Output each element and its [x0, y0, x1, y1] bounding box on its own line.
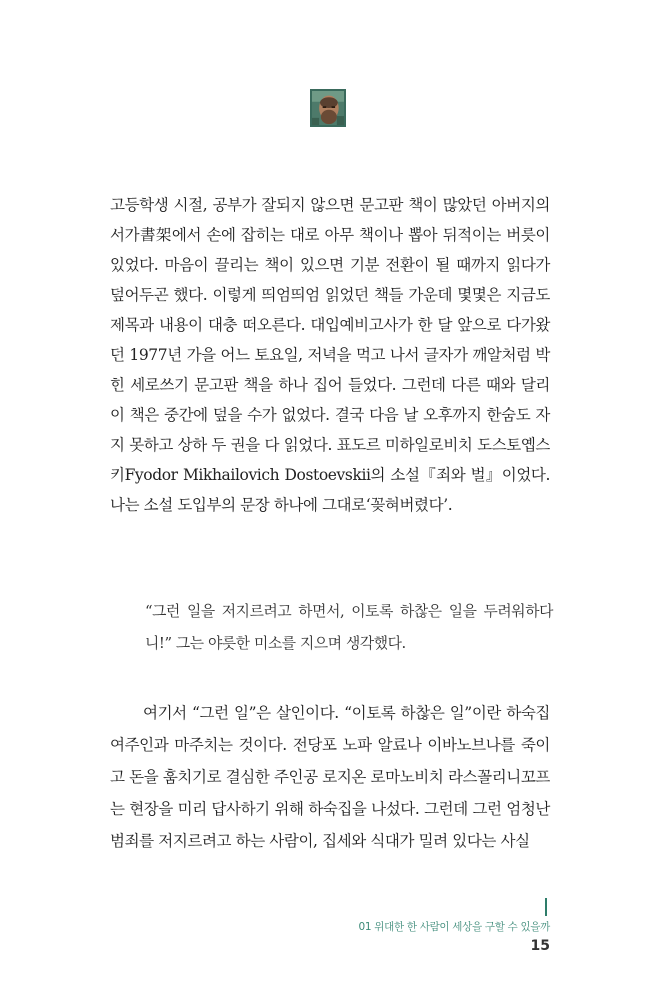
author-portrait-image [310, 89, 346, 127]
block-quote: “그런 일을 저지르려고 하면서, 이토록 하찮은 일을 두려워하다니!” 그는 야릇한 미소를 지으며 생각했다. [145, 603, 553, 652]
body-paragraph-2: 여기서 “그런 일”은 살인이다. “이토록 하찮은 일”이란 하숙집 여주인과 마주치는 것이다. 전당포 노파 알료나 이바노브나를 죽이고 돈을 훔치기로 결심한 주인공 로지온 로마노비치 라스꼴리니꼬프는 현장을 미리 답사하기 위해 하숙집을 나섰다. 그런데 그런 엄청난 범죄를 저지르려고 하는 사람이, 집세와 식대가 밀려 있다는 사실 [110, 704, 550, 850]
running-footer-title: 01 위대한 한 사람이 세상을 구할 수 있을까 [358, 921, 550, 933]
body-paragraph-1: 고등학생 시절, 공부가 잘되지 않으면 문고판 책이 많았던 아버지의 서가書架에서 손에 잡히는 대로 아무 책이나 뽑아 뒤적이는 버릇이 있었다. 마음이 끌리는 책이 있으면 기분 전환이 될 때까지 읽다가 덮어두곤 했다. 이렇게 띄엄띄엄 읽었던 책들 가운데 몇몇은 지금도 제목과 내용이 대충 떠오른다. 대입예비고사가 한 달 앞으로 다가왔던 1977년 가을 어느 토요일, 저녁을 먹고 나서 글자가 깨알처럼 박힌 세로쓰기 문고판 책을 하나 집어 들었다. 그런데 다른 때와 달리 이 책은 중간에 덮을 수가 없었다. 결국 다음 날 오후까지 한숨도 자지 못하고 상하 두 권을 다 읽었다. 표도르 미하일로비치 도스토옙스키Fyodor Mikhailovich Dostoevskii의 소설『죄와 벌』이었다. 나는 소설 도입부의 문장 하나에 그대로‘꽂혀버렸다’. [110, 196, 550, 514]
footer-divider [545, 898, 547, 916]
page-number: 15 [530, 938, 550, 954]
